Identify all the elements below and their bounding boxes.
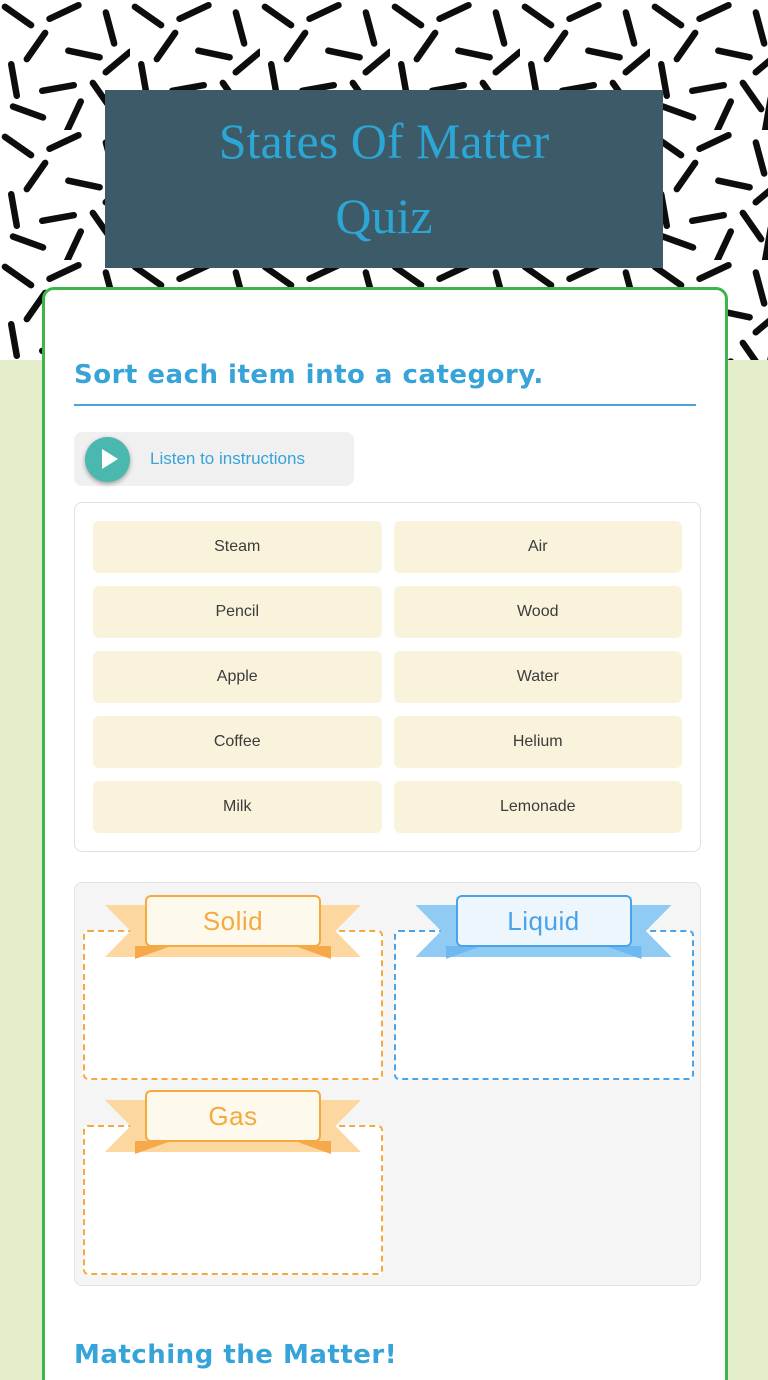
- sorting-zones-card: [74, 882, 701, 1286]
- ribbon-label-solid: Solid: [145, 895, 321, 947]
- ribbon-gas: [105, 1090, 361, 1156]
- draggable-item-milk[interactable]: Milk: [93, 781, 382, 833]
- ribbon-liquid: [416, 895, 672, 961]
- sorting-heading-block: [74, 360, 696, 406]
- worksheet-card: [42, 287, 728, 1380]
- word-bank: [74, 502, 701, 852]
- listen-to-instructions-button[interactable]: [74, 432, 354, 486]
- draggable-item-pencil[interactable]: Pencil: [93, 586, 382, 638]
- zone-row-2: [83, 1090, 692, 1275]
- draggable-item-wood[interactable]: Wood: [394, 586, 683, 638]
- draggable-item-lemonade[interactable]: Lemonade: [394, 781, 683, 833]
- draggable-item-apple[interactable]: Apple: [93, 651, 382, 703]
- ribbon-label-gas: Gas: [145, 1090, 321, 1142]
- draggable-item-steam[interactable]: Steam: [93, 521, 382, 573]
- matching-heading-block: [74, 1340, 696, 1370]
- draggable-item-helium[interactable]: Helium: [394, 716, 683, 768]
- listen-button-label: Listen to instructions: [150, 449, 305, 468]
- zone-row-1: [83, 895, 692, 1080]
- category-zone-gas: [83, 1090, 383, 1275]
- title-banner: [105, 90, 663, 268]
- play-triangle-glyph: [102, 449, 118, 469]
- sorting-heading: Sort each item into a category.: [74, 360, 544, 390]
- matching-heading: Matching the Matter!: [74, 1340, 398, 1370]
- draggable-item-air[interactable]: Air: [394, 521, 683, 573]
- page-title: States Of Matter Quiz: [218, 113, 550, 244]
- ribbon-solid: [105, 895, 361, 961]
- category-zone-liquid: [394, 895, 693, 1080]
- draggable-item-water[interactable]: Water: [394, 651, 683, 703]
- ribbon-label-liquid: Liquid: [456, 895, 632, 947]
- category-zone-solid: [83, 895, 382, 1080]
- play-icon: [85, 437, 130, 482]
- draggable-item-coffee[interactable]: Coffee: [93, 716, 382, 768]
